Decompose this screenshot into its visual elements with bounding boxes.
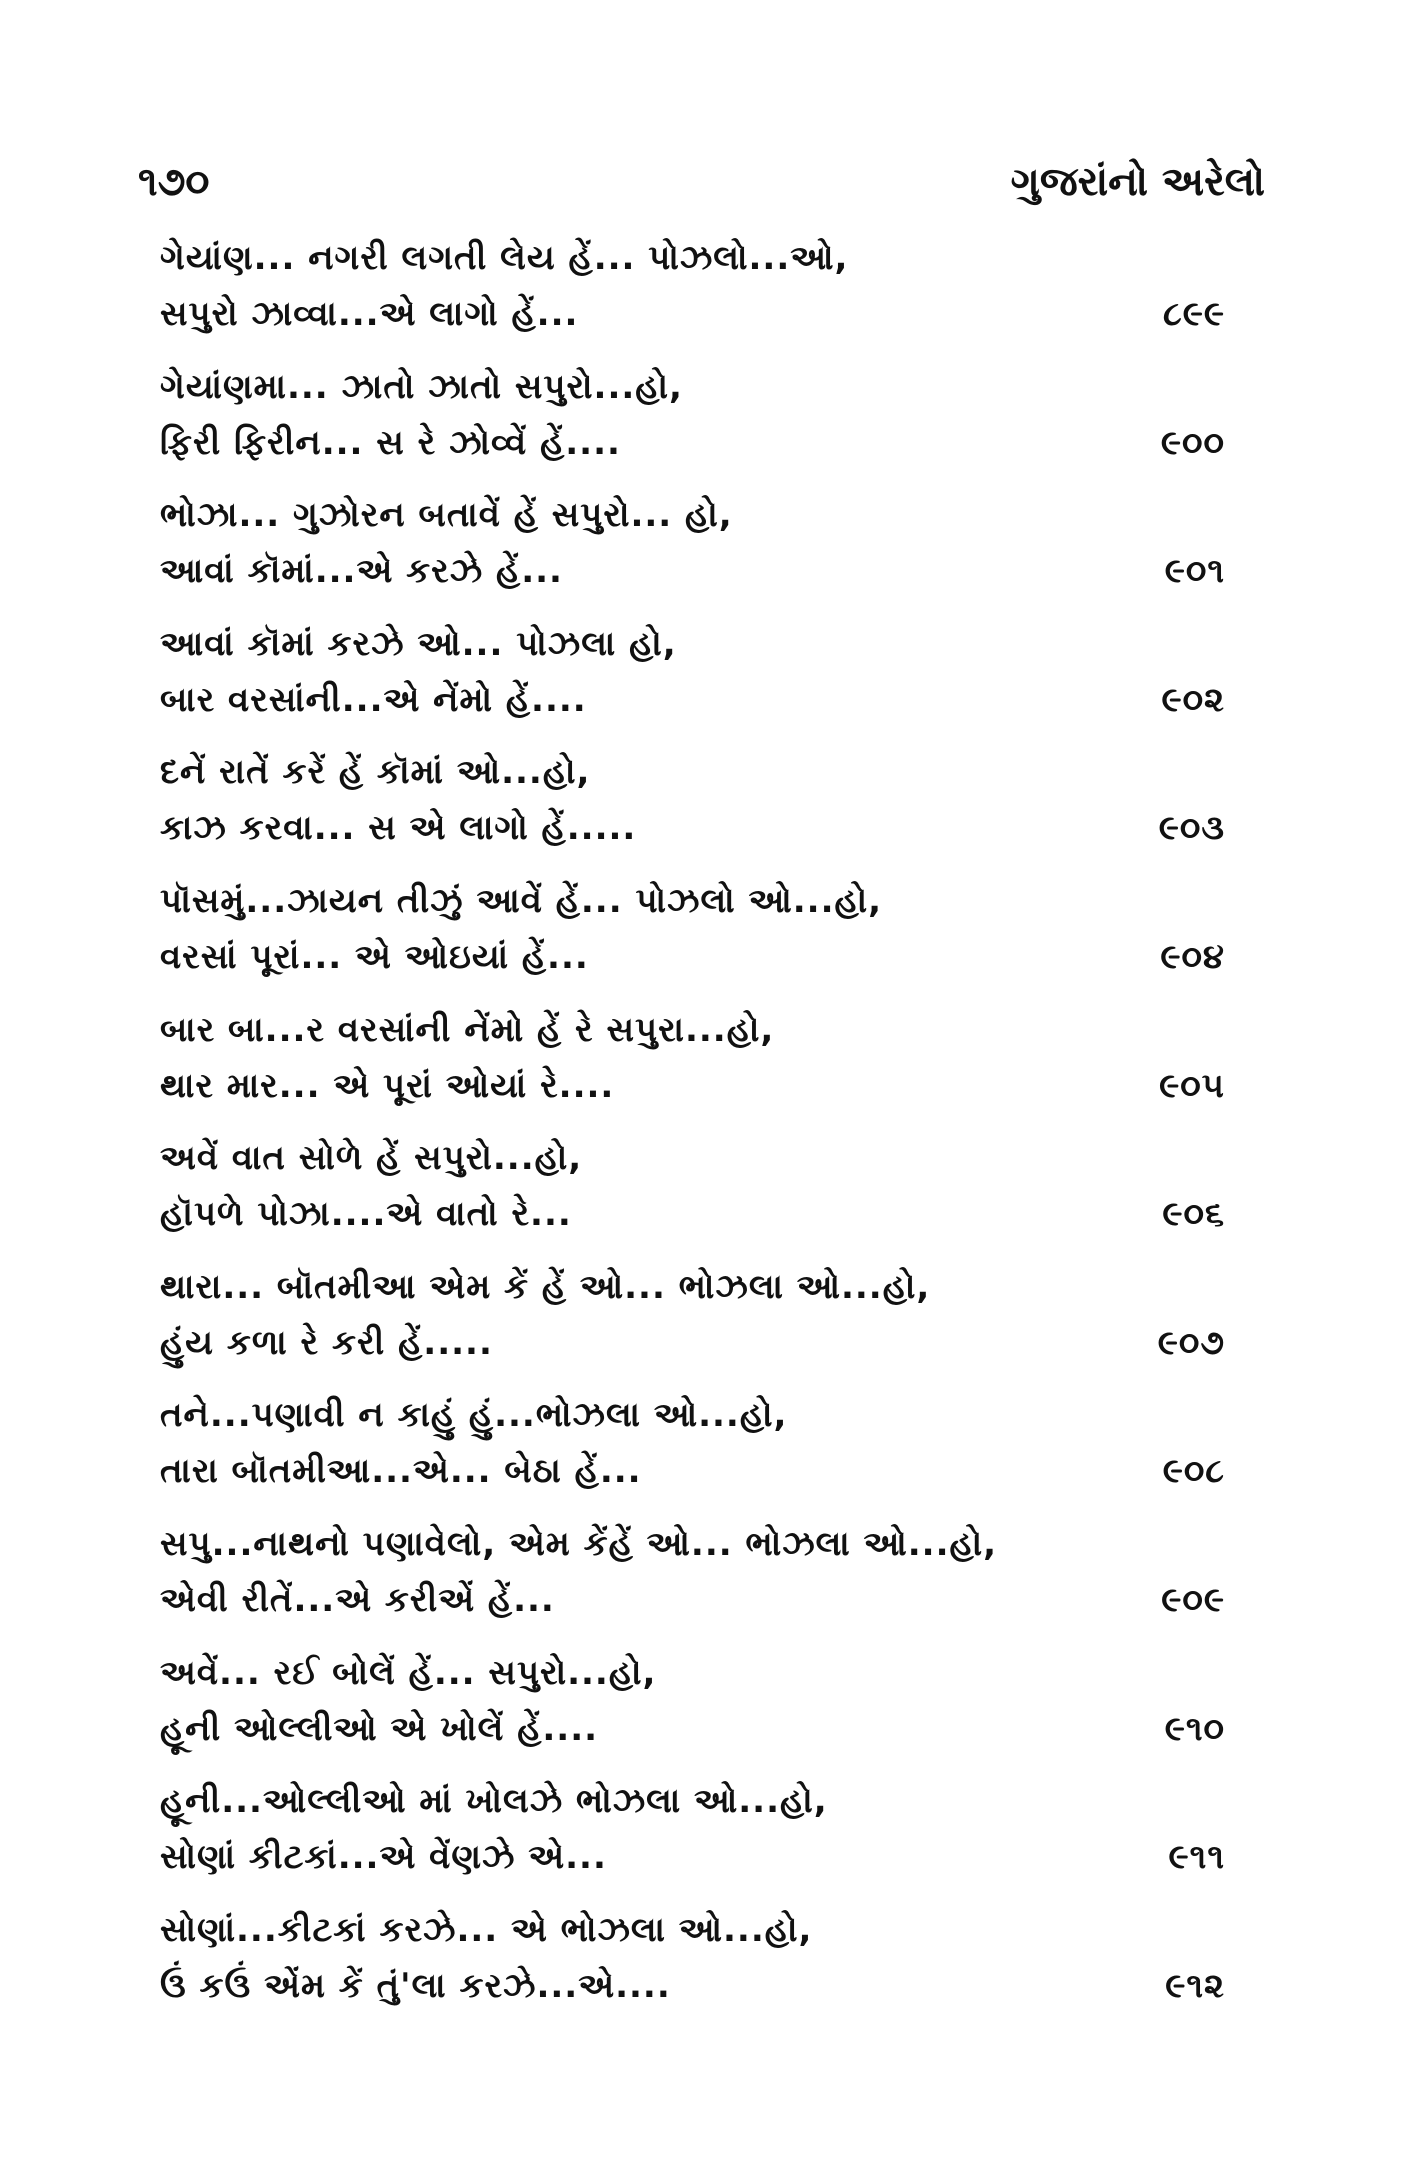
verse-number: ૯૦૩ bbox=[1158, 808, 1225, 849]
stanza bbox=[160, 1002, 1225, 1131]
running-title: ગુજરાંનો અરેલો bbox=[1010, 159, 1265, 205]
verse-line: હૉપળે પોઝા....એ વાતો રે... bbox=[160, 1194, 572, 1235]
verse-number: ૯૦૧ bbox=[1164, 551, 1225, 592]
verse-line: ફિરી ફિરીન... સ રે ઝોવ્વેં હેં.... bbox=[160, 422, 621, 463]
verse-line: વરસાં પૂરાં... એ ઓઇયાં હેં... bbox=[160, 936, 589, 977]
verse-number: ૯૦૮ bbox=[1162, 1451, 1225, 1492]
verse-number: ૯૦૪ bbox=[1160, 936, 1225, 977]
verse-line: સપુ...નાથનો પણાવેલો, એમ કેંહેં ઓ... ભોઝલા ઓ...હો, bbox=[160, 1523, 998, 1564]
verse-line: આવાં કૉમાં...એ કરઝે હેં... bbox=[160, 551, 563, 592]
stanza bbox=[160, 1902, 1225, 2031]
stanza bbox=[160, 230, 1225, 359]
verse-number: ૯૦૫ bbox=[1159, 1065, 1225, 1106]
stanza bbox=[160, 1130, 1225, 1259]
verse-line: કાઝ કરવા... સ એ લાગો હેં..... bbox=[160, 808, 637, 849]
stanza bbox=[160, 616, 1225, 745]
verse-line: સોણાં...કીટકાં કરઝે... એ ભોઝલા ઓ...હો, bbox=[160, 1909, 813, 1950]
verse-line: ભોઝા... ગુઝોરન બતાવેં હેં સપુરો... હો, bbox=[160, 495, 733, 536]
verse-number: ૯૧૨ bbox=[1165, 1965, 1225, 2006]
verse-number: ૯૦૯ bbox=[1161, 1579, 1225, 1620]
verse-number: ૯૦૨ bbox=[1161, 679, 1225, 720]
page-header bbox=[138, 150, 1265, 214]
verse-line: પૉસમું...ઝાયન તીઝું આવેં હેં... પોઝલો ઓ...હો, bbox=[160, 880, 883, 921]
stanza bbox=[160, 1645, 1225, 1774]
verse-line: બાર બા...ર વરસાંની નેંમો હેં રે સપુરા...હો, bbox=[160, 1009, 775, 1050]
verse-number: ૯૧૧ bbox=[1168, 1837, 1225, 1878]
stanza bbox=[160, 1516, 1225, 1645]
verse-line: આવાં કૉમાં કરઝે ઓ... પોઝલા હો, bbox=[160, 623, 677, 664]
stanza bbox=[160, 873, 1225, 1002]
verse-line: તારા બૉતમીઆ...એ... બેઠા હેં... bbox=[160, 1451, 642, 1492]
verse-number: ૯૦૭ bbox=[1157, 1322, 1225, 1363]
verse-line: સોણાં કીટકાં...એ વેંણઝે એ... bbox=[160, 1837, 607, 1878]
verse-list bbox=[160, 230, 1225, 2030]
verse-line: ઉં કઉં એંમ કેં તું'લા કરઝે...એ.... bbox=[160, 1965, 671, 2006]
stanza bbox=[160, 1259, 1225, 1388]
stanza bbox=[160, 359, 1225, 488]
verse-line: બાર વરસાંની...એ નેંમો હેં.... bbox=[160, 679, 587, 720]
verse-line: હુંય કળા રે કરી હેં..... bbox=[160, 1322, 493, 1363]
verse-line: ગેયાંણ... નગરી લગતી લેય હેં... પોઝલો...ઓ, bbox=[160, 238, 849, 278]
verse-number: ૯૧૦ bbox=[1164, 1708, 1225, 1749]
verse-number: ૮૯૯ bbox=[1163, 294, 1225, 334]
verse-line: અવેં... રઈ બોલેં હેં... સપુરો...હો, bbox=[160, 1652, 657, 1693]
stanza bbox=[160, 744, 1225, 873]
verse-line: હૂની...ઓલ્લીઓ માં ખોલઝે ભોઝલા ઓ...હો, bbox=[160, 1781, 828, 1822]
verse-line: ગેયાંણમા... ઝાતો ઝાતો સપુરો...હો, bbox=[160, 366, 683, 407]
page-number: ૧૭૦ bbox=[138, 159, 210, 205]
verse-line: થારા... બૉતમીઆ એમ કેં હેં ઓ... ભોઝલા ઓ...હો, bbox=[160, 1266, 931, 1307]
stanza bbox=[160, 1773, 1225, 1902]
verse-line: અવેં વાત સોળે હેં સપુરો...હો, bbox=[160, 1138, 583, 1179]
verse-line: એવી રીતેં...એ કરીએં હેં... bbox=[160, 1579, 555, 1620]
verse-number: ૯૦૬ bbox=[1162, 1194, 1225, 1235]
verse-line: થાર માર... એ પૂરાં ઓયાં રે.... bbox=[160, 1065, 615, 1106]
stanza bbox=[160, 1387, 1225, 1516]
stanza bbox=[160, 487, 1225, 616]
verse-line: તને...પણાવી ન કાહું હું...ભોઝલા ઓ...હો, bbox=[160, 1395, 788, 1436]
verse-line: હૂની ઓલ્લીઓ એ ખોલેં હેં.... bbox=[160, 1708, 599, 1749]
verse-line: સપુરો ઝાવ્વા...એ લાગો હેં... bbox=[160, 294, 579, 334]
verse-number: ૯૦૦ bbox=[1160, 422, 1225, 463]
verse-line: દનેં રાતેં કરેં હેં કૉમાં ઓ...હો, bbox=[160, 752, 591, 793]
